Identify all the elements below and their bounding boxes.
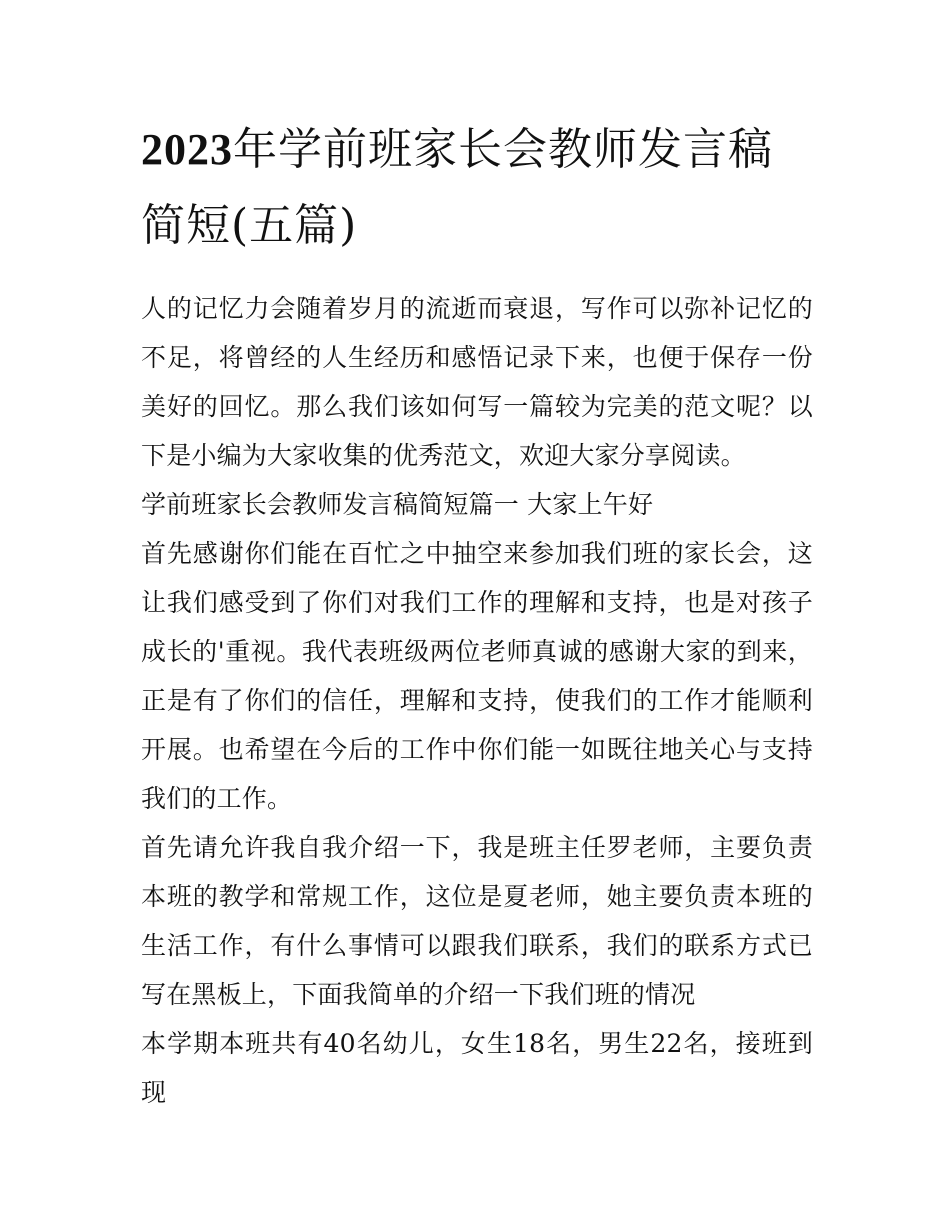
paragraph-intro: 人的记忆力会随着岁月的流逝而衰退，写作可以弥补记忆的不足，将曾经的人生经历和感悟记录下来，也便于保存一份美好的回忆。那么我们该如何写一篇较为完美的范文呢？以下是小编为大家收集的优秀范文，欢迎大家分享阅读。: [141, 294, 813, 470]
paragraph-introduction: 首先请允许我自我介绍一下，我是班主任罗老师，主要负责本班的教学和常规工作，这位是夏老师，她主要负责本班的生活工作，有什么事情可以跟我们联系，我们的联系方式已写在黑板上，下面我简单的介绍一下我们班的情况: [141, 833, 813, 1009]
document-content: [141, 112, 813, 1117]
paragraph-thanks: 首先感谢你们能在百忙之中抽空来参加我们班的家长会，这让我们感受到了你们对我们工作的理解和支持，也是对孩子成长的'重视。我代表班级两位老师真诚的感谢大家的到来，正是有了你们的信任，理解和支持，使我们的工作才能顺利开展。也希望在今后的工作中你们能一如既往地关心与支持我们的工作。: [141, 539, 813, 813]
title-text: 年学前班家长会教师发言稿简短(五篇): [141, 124, 773, 251]
paragraph-section-heading: 学前班家长会教师发言稿简短篇一 大家上午好: [141, 490, 654, 519]
paragraph-class-info: 本学期本班共有40名幼儿，女生18名，男生22名，接班到现: [141, 1029, 813, 1107]
document-body: [141, 284, 813, 1117]
title-year: 2023: [141, 125, 233, 174]
document-title: [141, 112, 813, 264]
